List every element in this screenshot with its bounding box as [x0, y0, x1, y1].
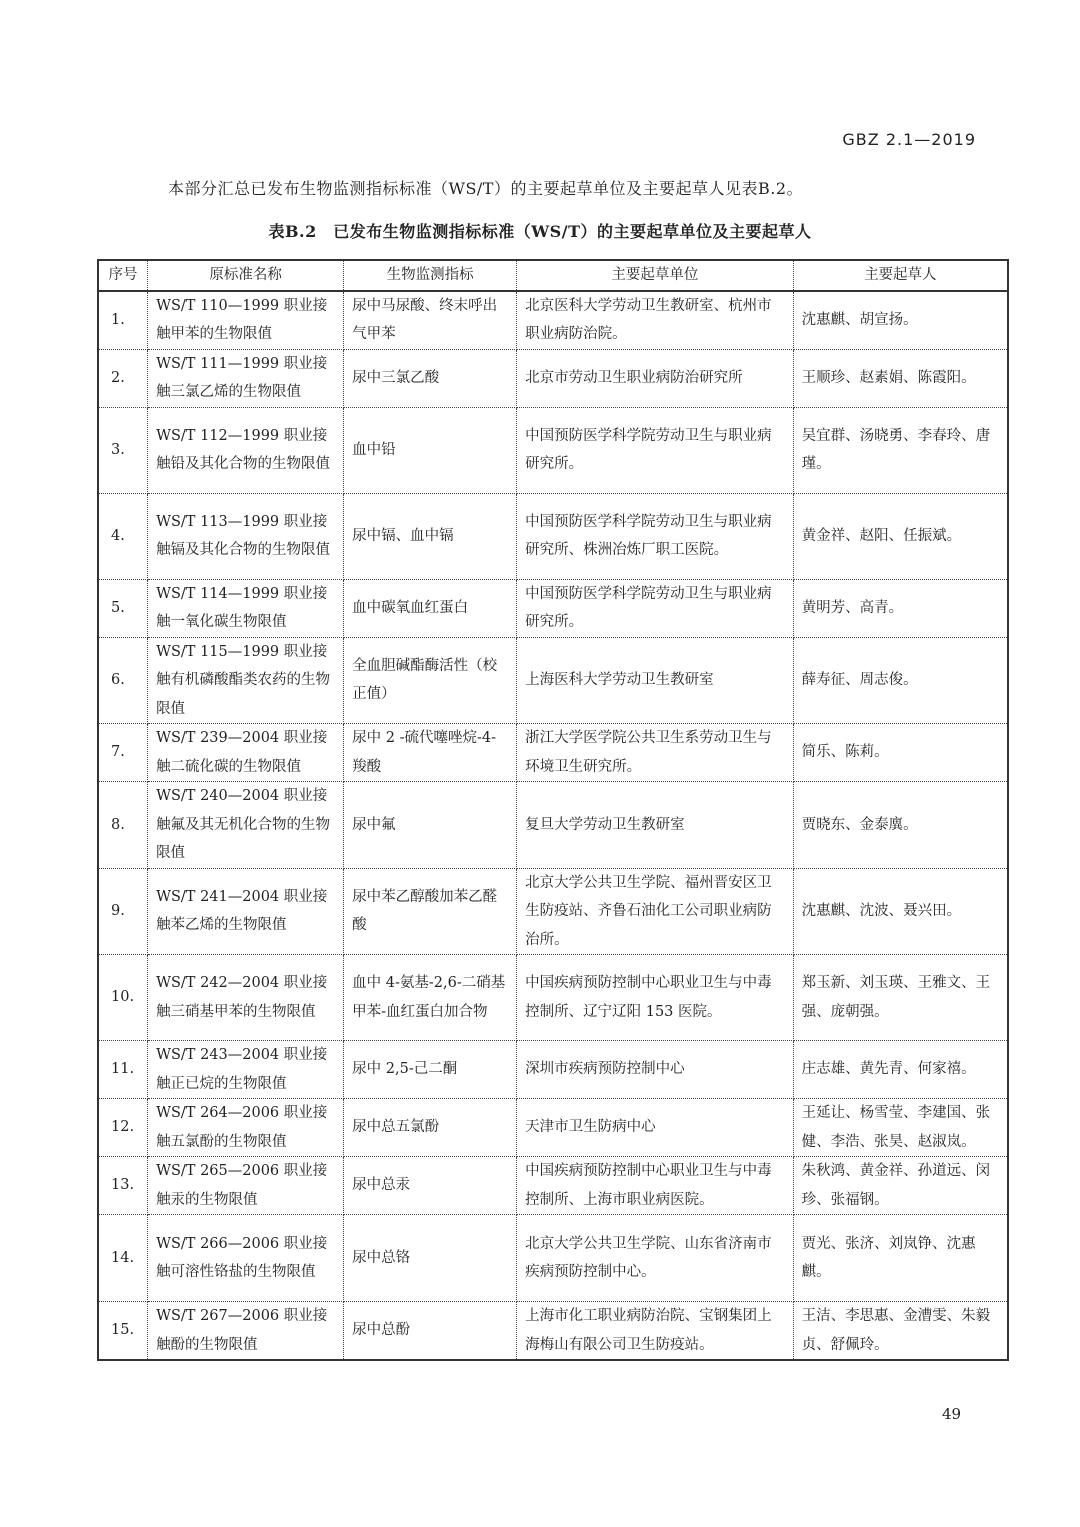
- drafting-unit: 上海市化工职业病防治院、宝钢集团上海梅山有限公司卫生防疫站。: [517, 1302, 794, 1361]
- table-row: [98, 1302, 1008, 1361]
- row-index: 15.: [98, 1302, 148, 1361]
- col-header-indicator: 生物监测指标: [344, 260, 517, 291]
- col-header-index: 序号: [98, 260, 148, 291]
- drafting-unit: 北京大学公共卫生学院、福州晋安区卫生防疫站、齐鲁石油化工公司职业病防治所。: [517, 868, 794, 955]
- indicator: 尿中镉、血中镉: [344, 493, 517, 579]
- drafters: 简乐、陈莉。: [793, 724, 1008, 782]
- drafters: 贾光、张济、刘岚铮、沈惠麒。: [793, 1215, 1008, 1302]
- indicator: 尿中 2 -硫代噻唑烷-4-羧酸: [344, 724, 517, 782]
- row-index: 14.: [98, 1215, 148, 1302]
- row-index: 8.: [98, 782, 148, 869]
- drafting-unit: 天津市卫生防病中心: [517, 1099, 794, 1157]
- standard-name: WS/T 113—1999 职业接触镉及其化合物的生物限值: [148, 493, 344, 579]
- indicator: 尿中苯乙醇酸加苯乙醛酸: [344, 868, 517, 955]
- standard-name: WS/T 241—2004 职业接触苯乙烯的生物限值: [148, 868, 344, 955]
- row-index: 1.: [98, 291, 148, 350]
- col-header-unit: 主要起草单位: [517, 260, 794, 291]
- drafters: 朱秋鸿、黄金祥、孙道远、闵珍、张福钢。: [793, 1157, 1008, 1215]
- table-header-row: [98, 260, 1008, 291]
- drafters-table: [97, 259, 1009, 1361]
- drafting-unit: 浙江大学医学院公共卫生系劳动卫生与环境卫生研究所。: [517, 724, 794, 782]
- drafters: 庄志雄、黄先青、何家禧。: [793, 1041, 1008, 1099]
- indicator: 尿中总汞: [344, 1157, 517, 1215]
- standard-name: WS/T 242—2004 职业接触三硝基甲苯的生物限值: [148, 955, 344, 1041]
- drafting-unit: 中国预防医学科学院劳动卫生与职业病研究所、株洲冶炼厂职工医院。: [517, 493, 794, 579]
- row-index: 7.: [98, 724, 148, 782]
- drafting-unit: 复旦大学劳动卫生教研室: [517, 782, 794, 869]
- row-index: 9.: [98, 868, 148, 955]
- drafters: 黄金祥、赵阳、任振斌。: [793, 493, 1008, 579]
- indicator: 全血胆碱酯酶活性（校正值）: [344, 637, 517, 724]
- standard-number: GBZ 2.1—2019: [842, 130, 976, 149]
- standard-name: WS/T 266—2006 职业接触可溶性铬盐的生物限值: [148, 1215, 344, 1302]
- drafting-unit: 北京大学公共卫生学院、山东省济南市疾病预防控制中心。: [517, 1215, 794, 1302]
- row-index: 2.: [98, 349, 148, 407]
- row-index: 6.: [98, 637, 148, 724]
- indicator: 尿中马尿酸、终末呼出气甲苯: [344, 291, 517, 350]
- drafters: 薛寿征、周志俊。: [793, 637, 1008, 724]
- table-row: [98, 579, 1008, 637]
- indicator: 尿中氟: [344, 782, 517, 869]
- drafting-unit: 中国预防医学科学院劳动卫生与职业病研究所。: [517, 579, 794, 637]
- standard-name: WS/T 240—2004 职业接触氟及其无机化合物的生物限值: [148, 782, 344, 869]
- drafting-unit: 中国预防医学科学院劳动卫生与职业病研究所。: [517, 407, 794, 493]
- table-row: [98, 1215, 1008, 1302]
- drafting-unit: 北京医科大学劳动卫生教研室、杭州市职业病防治院。: [517, 291, 794, 350]
- standard-name: WS/T 114—1999 职业接触一氧化碳生物限值: [148, 579, 344, 637]
- drafting-unit: 北京市劳动卫生职业病防治研究所: [517, 349, 794, 407]
- table-caption: 表B.2 已发布生物监测指标标准（WS/T）的主要起草单位及主要起草人: [268, 222, 812, 241]
- drafters: 王洁、李思惠、金漕雯、朱毅贞、舒佩玲。: [793, 1302, 1008, 1361]
- standard-name: WS/T 239—2004 职业接触二硫化碳的生物限值: [148, 724, 344, 782]
- table-row: [98, 1157, 1008, 1215]
- standard-name: WS/T 111—1999 职业接触三氯乙烯的生物限值: [148, 349, 344, 407]
- indicator: 尿中总酚: [344, 1302, 517, 1361]
- standard-name: WS/T 265—2006 职业接触汞的生物限值: [148, 1157, 344, 1215]
- table-row: [98, 1099, 1008, 1157]
- table-row: [98, 349, 1008, 407]
- standard-name: WS/T 243—2004 职业接触正已烷的生物限值: [148, 1041, 344, 1099]
- row-index: 13.: [98, 1157, 148, 1215]
- indicator: 血中 4-氨基-2,6-二硝基甲苯-血红蛋白加合物: [344, 955, 517, 1041]
- indicator: 尿中三氯乙酸: [344, 349, 517, 407]
- indicator: 尿中 2,5-己二酮: [344, 1041, 517, 1099]
- col-header-standard: 原标准名称: [148, 260, 344, 291]
- table-row: [98, 782, 1008, 869]
- standard-name: WS/T 110—1999 职业接触甲苯的生物限值: [148, 291, 344, 350]
- table-row: [98, 1041, 1008, 1099]
- intro-paragraph: 本部分汇总已发布生物监测指标标准（WS/T）的主要起草单位及主要起草人见表B.2。: [168, 179, 803, 198]
- row-index: 4.: [98, 493, 148, 579]
- drafting-unit: 深圳市疾病预防控制中心: [517, 1041, 794, 1099]
- row-index: 11.: [98, 1041, 148, 1099]
- indicator: 血中碳氧血红蛋白: [344, 579, 517, 637]
- indicator: 血中铅: [344, 407, 517, 493]
- standard-name: WS/T 112—1999 职业接触铅及其化合物的生物限值: [148, 407, 344, 493]
- drafters: 沈惠麒、胡宣扬。: [793, 291, 1008, 350]
- indicator: 尿中总铬: [344, 1215, 517, 1302]
- table-row: [98, 637, 1008, 724]
- drafters: 王顺珍、赵素娟、陈霞阳。: [793, 349, 1008, 407]
- drafters: 郑玉新、刘玉瑛、王雅文、王强、庞朝强。: [793, 955, 1008, 1041]
- drafting-unit: 中国疾病预防控制中心职业卫生与中毒控制所、辽宁辽阳 153 医院。: [517, 955, 794, 1041]
- standard-name: WS/T 115—1999 职业接触有机磷酸酯类农药的生物限值: [148, 637, 344, 724]
- row-index: 3.: [98, 407, 148, 493]
- table-row: [98, 493, 1008, 579]
- drafters: 沈惠麒、沈波、聂兴田。: [793, 868, 1008, 955]
- drafters: 吴宜群、汤晓勇、李春玲、唐瑾。: [793, 407, 1008, 493]
- standard-name: WS/T 264—2006 职业接触五氯酚的生物限值: [148, 1099, 344, 1157]
- standard-name: WS/T 267—2006 职业接触酚的生物限值: [148, 1302, 344, 1361]
- row-index: 5.: [98, 579, 148, 637]
- drafting-unit: 上海医科大学劳动卫生教研室: [517, 637, 794, 724]
- row-index: 12.: [98, 1099, 148, 1157]
- table-row: [98, 868, 1008, 955]
- drafters: 贾晓东、金泰廙。: [793, 782, 1008, 869]
- table-row: [98, 407, 1008, 493]
- col-header-drafters: 主要起草人: [793, 260, 1008, 291]
- page-number: 49: [942, 1405, 962, 1423]
- indicator: 尿中总五氯酚: [344, 1099, 517, 1157]
- row-index: 10.: [98, 955, 148, 1041]
- drafters: 王延让、杨雪莹、李建国、张健、李浩、张昊、赵淑岚。: [793, 1099, 1008, 1157]
- table-row: [98, 724, 1008, 782]
- table-row: [98, 955, 1008, 1041]
- drafting-unit: 中国疾病预防控制中心职业卫生与中毒控制所、上海市职业病医院。: [517, 1157, 794, 1215]
- table-row: [98, 291, 1008, 350]
- drafters: 黄明芳、高青。: [793, 579, 1008, 637]
